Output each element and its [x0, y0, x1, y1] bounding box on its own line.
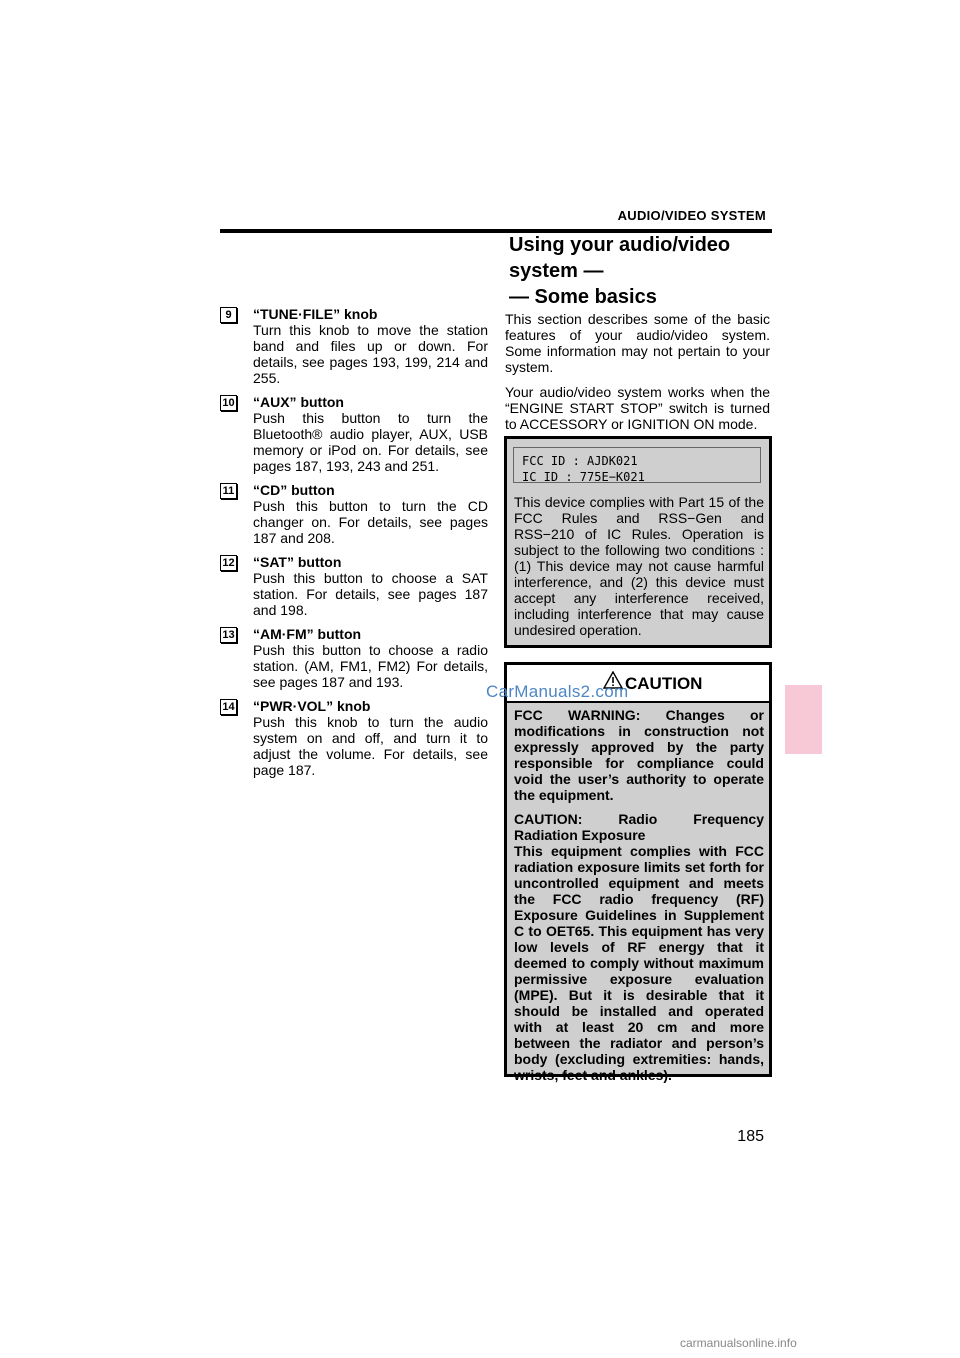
caution-body	[514, 707, 764, 1091]
item-title: “PWR·VOL” knob	[253, 698, 371, 714]
page-number: 185	[737, 1128, 764, 1145]
intro-paragraph-2: Your audio/video system works when the “ENGINE START STOP” switch is turned to ACCESSORY or IGNITION ON mode.	[505, 384, 770, 432]
item-description: Push this button to choose a radio station. (AM, FM1, FM2) For details, see pages 187 and 193.	[253, 642, 488, 690]
rf-exposure-body: This equipment complies with FCC radiation exposure limits set forth for uncontrolled equipment and meets the FCC radio frequency (RF) Exposure Guidelines in Supplement C to OET65. This equipment has very low levels of RF energy that it deemed to comply without maximum permissive exposure evaluation (MPE). But it is desirable that it should be installed and operated with at least 20 cm and more between the radiator and person’s body (excluding extremities: hands, wrists, feet and ankles).	[514, 843, 764, 1083]
item-number-badge: 14	[220, 699, 237, 715]
section-title-line-2: system —	[509, 260, 604, 282]
fcc-id: FCC ID : AJDK021	[522, 454, 638, 468]
item-number-badge: 12	[220, 555, 237, 571]
section-title	[509, 232, 771, 310]
rf-exposure-heading: CAUTION: Radio Frequency Radiation Exposure	[514, 811, 764, 843]
list-item	[220, 626, 488, 690]
rf-exposure-paragraph	[514, 811, 764, 1083]
list-item	[220, 394, 488, 474]
item-description: Turn this knob to move the station band and files up or down. For details, see pages 193, 199, 214 and 255.	[253, 322, 488, 386]
section-title-line-1: Using your audio/video	[509, 234, 731, 256]
ic-id: IC ID : 775E−K021	[522, 470, 645, 484]
item-description: Push this button to turn the Bluetooth® audio player, AUX, USB memory or iPod on. For details, see pages 187, 193, 243 and 251.	[253, 410, 488, 474]
control-list	[220, 306, 488, 786]
caution-title: CAUTION	[625, 674, 703, 693]
item-description: Push this button to choose a SAT station. For details, see pages 187 and 198.	[253, 570, 488, 618]
item-description: Push this knob to turn the audio system on and off, and turn it to adjust the volume. For details, see page 187.	[253, 714, 488, 778]
intro-paragraph-1: This section describes some of the basic features of your audio/video system. Some information may not pertain to your system.	[505, 311, 770, 375]
item-number-badge: 9	[220, 307, 237, 323]
watermark: CarManuals2.com	[486, 682, 629, 701]
item-title: “SAT” button	[253, 554, 342, 570]
item-title: “TUNE·FILE” knob	[253, 306, 378, 322]
item-title: “AUX” button	[253, 394, 344, 410]
item-number-badge: 13	[220, 627, 237, 643]
list-item	[220, 306, 488, 386]
fcc-compliance-text: This device complies with Part 15 of the FCC Rules and RSS−Gen and RSS−210 of IC Rules. Operation is subject to the following two conditions : (1) This device may not cause harmful interference, and (2) this device must accept any interference received, including interference that may cause undesired operation.	[514, 494, 764, 638]
item-title: “CD” button	[253, 482, 335, 498]
item-number-badge: 10	[220, 395, 237, 411]
fcc-notice-box	[504, 436, 772, 648]
caution-box	[504, 662, 772, 1083]
item-description: Push this button to turn the CD changer on. For details, see pages 187 and 208.	[253, 498, 488, 546]
item-number-badge: 11	[220, 483, 237, 499]
fcc-warning-paragraph: FCC WARNING: Changes or modifications in construction not expressly approved by the party responsible for compliance could void the user’s authority to operate the equipment.	[514, 707, 764, 803]
fcc-id-panel	[513, 447, 761, 483]
list-item	[220, 554, 488, 618]
list-item	[220, 482, 488, 546]
intro-text	[505, 311, 770, 441]
section-title-line-3: — Some basics	[509, 286, 657, 308]
footer-watermark: carmanualsonline.info	[680, 1336, 797, 1350]
running-header: AUDIO/VIDEO SYSTEM	[617, 208, 766, 223]
section-tab-marker	[785, 685, 822, 754]
list-item	[220, 698, 488, 778]
item-title: “AM·FM” button	[253, 626, 362, 642]
